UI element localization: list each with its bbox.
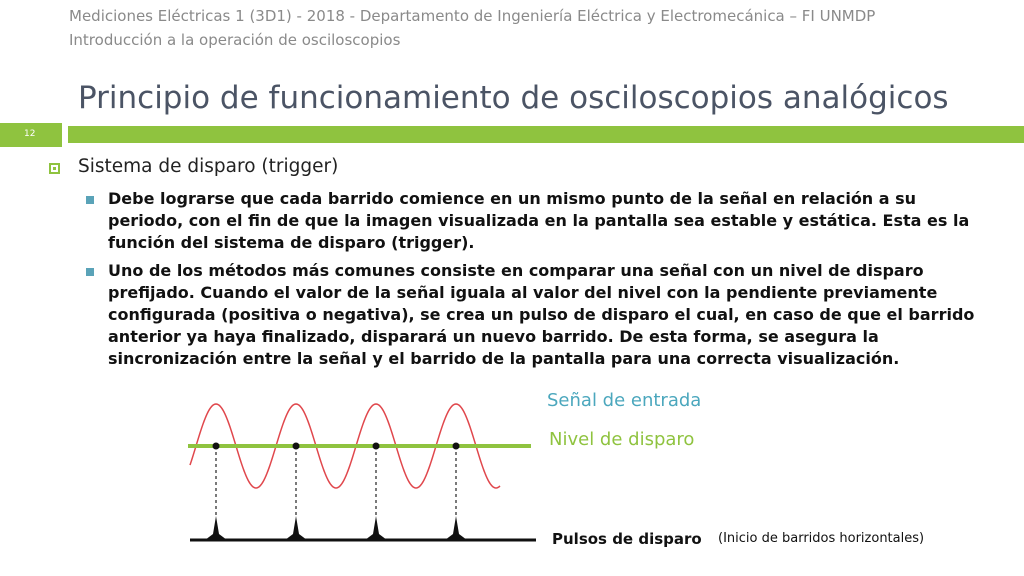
trigger-pulse [205, 516, 227, 540]
paragraph-line: Debe lograrse que cada barrido comience en un mismo punto de la señal en relación a su [108, 189, 917, 208]
trigger-drop-lines [213, 443, 460, 517]
pulses-note: (Inicio de barridos horizontales) [718, 531, 925, 546]
paragraph-line: prefijado. Cuando el valor de la señal iguala al valor del nivel con la pendiente previamente [108, 283, 938, 302]
paragraph-line: configurada (positiva o negativa), se crea un pulso de disparo el cual, en caso de que el barrido [108, 305, 975, 324]
paragraph-line: anterior ya haya finalizado, disparará un nuevo barrido. De esta forma, se asegura la [108, 327, 879, 346]
paragraph-line: sincronización entre la señal y el barrido de la pantalla para una correcta visualización. [108, 349, 900, 368]
trigger-pulse [285, 516, 307, 540]
trigger-pulse-train [190, 516, 536, 540]
slide-title: Principio de funcionamiento de osciloscopios analógicos [78, 80, 949, 116]
trigger-point [453, 443, 460, 450]
trigger-pulse [445, 516, 467, 540]
paragraph-line: periodo, con el fin de que la imagen visualizada en la pantalla sea estable y estática. Esta es la [108, 211, 970, 230]
signal-label: Señal de entrada [547, 390, 702, 411]
trigger-point [373, 443, 380, 450]
pulses-label: Pulsos de disparo [552, 530, 702, 548]
paragraph-line: función del sistema de disparo (trigger). [108, 233, 475, 252]
section-heading: Sistema de disparo (trigger) [78, 156, 339, 177]
course-header: Mediciones Eléctricas 1 (3D1) - 2018 - Departamento de Ingeniería Eléctrica y Electromecánica – FI UNMDP [69, 7, 876, 25]
trigger-pulse [365, 516, 387, 540]
trigger-point [213, 443, 220, 450]
trigger-level-label: Nivel de disparo [549, 429, 695, 450]
trigger-point [293, 443, 300, 450]
paragraph-line: Uno de los métodos más comunes consiste en comparar una señal con un nivel de disparo [108, 261, 924, 280]
topic-header: Introducción a la operación de osciloscopios [69, 31, 401, 49]
slide-number: 12 [24, 129, 36, 139]
